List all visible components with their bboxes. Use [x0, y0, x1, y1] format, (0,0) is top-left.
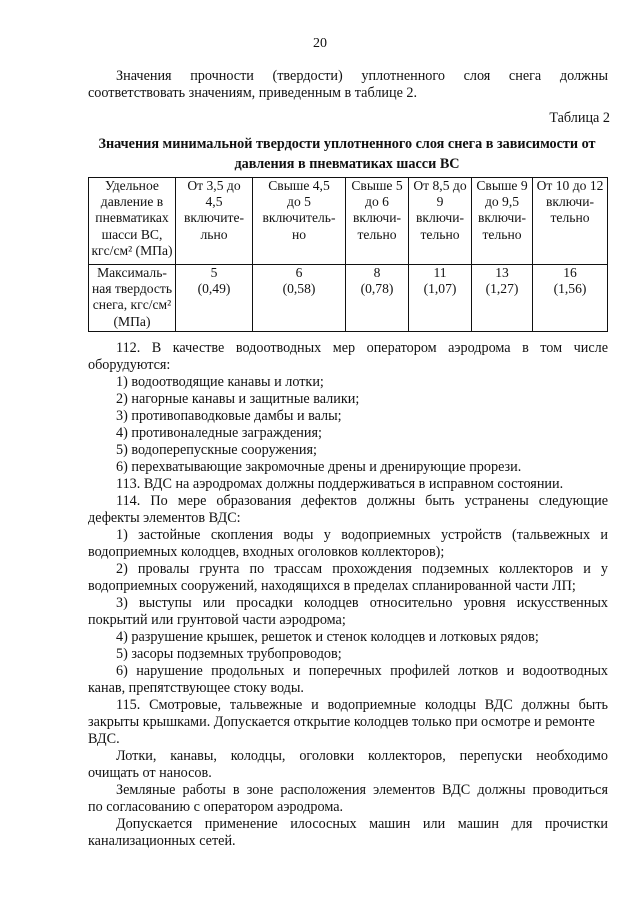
list-item: 2) нагорные канавы и защитные валики; — [116, 391, 360, 407]
table-cell: 6 (0,58) — [253, 265, 346, 332]
body-line: ВДС. — [88, 731, 120, 747]
table-cell: Свыше 9 до 9,5 включи- тельно — [472, 178, 533, 265]
table-cell: 11 (1,07) — [409, 265, 472, 332]
list-item: 5) водоперепускные сооружения; — [116, 442, 317, 458]
body-line: водоприемных колодцев, входных оголовков коллекторов); — [88, 544, 445, 560]
body-line: 115. Смотровые, тальвежные и водоприемные колодцы ВДС должны быть — [116, 697, 608, 713]
page-number: 20 — [313, 36, 327, 51]
table-cell: Удельное давление в пневматиках шасси ВС, кгс/см² (МПа) — [89, 178, 176, 265]
body-line: оборудуются: — [88, 357, 171, 373]
body-line: дефекты элементов ВДС: — [88, 510, 241, 526]
table-cell: 16 (1,56) — [533, 265, 608, 332]
table-row — [89, 265, 608, 332]
body-line: покрытий или грунтовой части аэродрома; — [88, 612, 346, 628]
list-item: 1) застойные скопления воды у водоприемных устройств (тальвежных и — [116, 527, 608, 543]
body-line: 112. В качестве водоотводных мер оператором аэродрома в том числе — [116, 340, 608, 356]
table-cell: Свыше 4,5 до 5 включитель- но — [253, 178, 346, 265]
table-title-line-1: Значения минимальной твердости уплотненного слоя снега в зависимости от — [98, 136, 596, 152]
list-item: 4) разрушение крышек, решеток и стенок колодцев и лотковых рядов; — [116, 629, 539, 645]
body-line: 113. ВДС на аэродромах должны поддерживаться в исправном состоянии. — [116, 476, 564, 492]
body-line: Земляные работы в зоне расположения элементов ВДС должны проводиться — [116, 782, 608, 798]
list-item: 5) засоры подземных трубопроводов; — [116, 646, 342, 662]
table-title — [82, 134, 612, 174]
table-cell: Свыше 5 до 6 включи- тельно — [346, 178, 409, 265]
body-line: по согласованию с оператором аэродрома. — [88, 799, 344, 815]
table-cell: 5 (0,49) — [176, 265, 253, 332]
table-title-line-2: давления в пневматиках шасси ВС — [234, 156, 460, 172]
list-item: 4) противоналедные заграждения; — [116, 425, 322, 441]
body-line: Лотки, канавы, колодцы, оголовки коллекторов, перепуски необходимо — [116, 748, 608, 764]
hardness-table — [88, 177, 608, 332]
list-item: 6) перехватывающие закромочные дрены и дренирующие прорези. — [116, 459, 522, 475]
list-item: 1) водоотводящие канавы и лотки; — [116, 374, 324, 390]
table-cell: От 3,5 до 4,5 включите- льно — [176, 178, 253, 265]
body-line: канав, препятствующее стоку воды. — [88, 680, 304, 696]
intro-line-2: соответствовать значениям, приведенным в таблице 2. — [88, 85, 418, 101]
table-cell: 8 (0,78) — [346, 265, 409, 332]
body-line: очищать от наносов. — [88, 765, 212, 781]
table-cell: От 8,5 до 9 включи- тельно — [409, 178, 472, 265]
body-line: закрыты крышками. Допускается открытие колодцев только при осмотре и ремонте — [88, 714, 595, 730]
body-line: Допускается применение илососных машин или машин для прочистки — [116, 816, 608, 832]
body-line: 114. По мере образования дефектов должны быть устранены следующие — [116, 493, 608, 509]
list-item: 6) нарушение продольных и поперечных профилей лотков и водоотводных — [116, 663, 608, 679]
table-row — [89, 178, 608, 265]
list-item: 3) противопаводковые дамбы и валы; — [116, 408, 342, 424]
list-item: 2) провалы грунта по трассам прохождения подземных коллекторов и у — [116, 561, 608, 577]
table-cell: 13 (1,27) — [472, 265, 533, 332]
body-line: водоприемных сооружений, находящихся в пределах спланированной части ЛП; — [88, 578, 576, 594]
table-cell: От 10 до 12 включи- тельно — [533, 178, 608, 265]
table-label: Таблица 2 — [549, 110, 610, 126]
body-line: канализационных сетей. — [88, 833, 236, 849]
intro-line-1: Значения прочности (твердости) уплотненного слоя снега должны — [116, 68, 608, 84]
table-cell: Максималь- ная твердость снега, кгс/см² (МПа) — [89, 265, 176, 332]
list-item: 3) выступы или просадки колодцев относительно уровня искусственных — [116, 595, 608, 611]
